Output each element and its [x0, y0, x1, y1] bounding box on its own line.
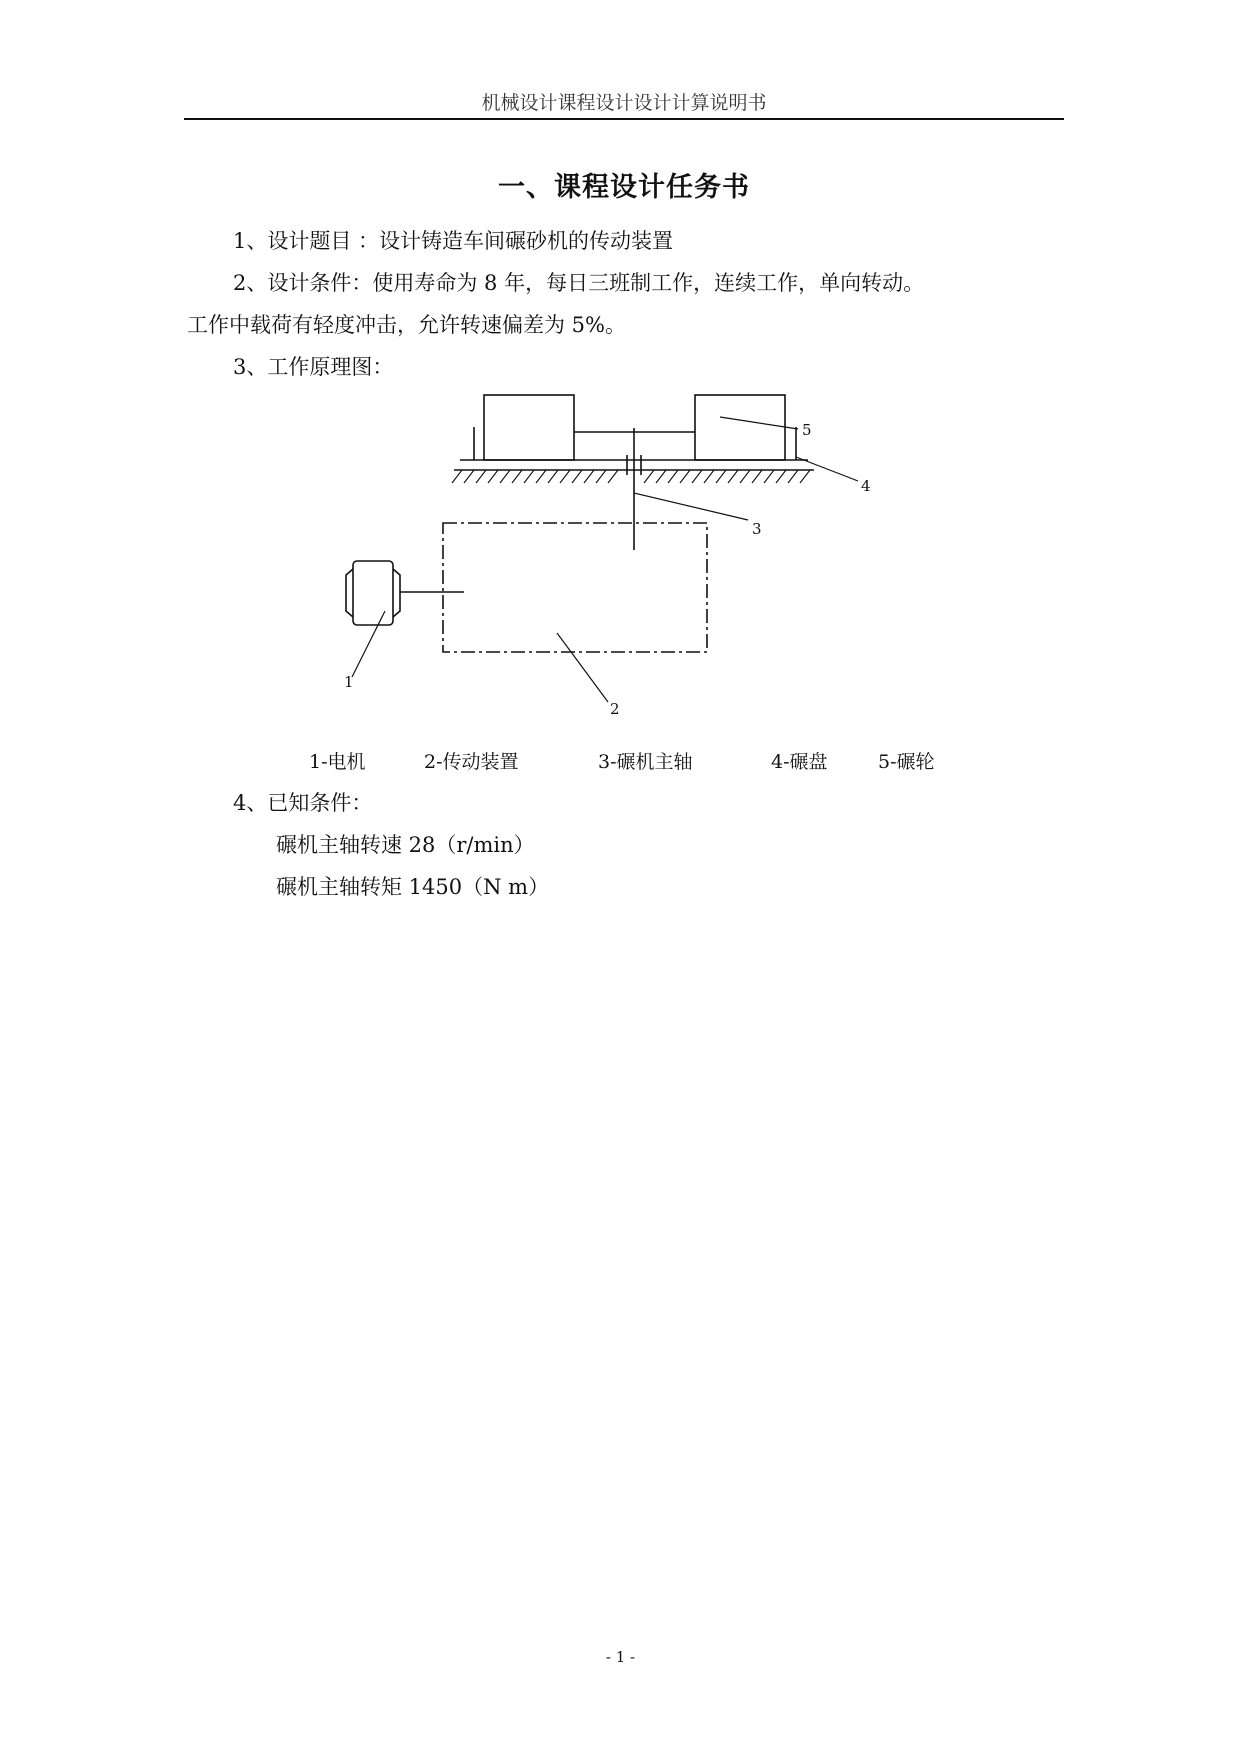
legend-transmission: 2-传动装置: [424, 751, 519, 773]
label-3: 3: [752, 520, 762, 538]
working-principle-diagram: [330, 385, 930, 720]
roller-5: [695, 395, 785, 460]
legend-pan: 4-碾盘: [771, 751, 828, 773]
legend-roller: 5-碾轮: [878, 751, 935, 773]
label-5: 5: [802, 421, 812, 439]
transmission-box-2: [443, 523, 707, 652]
leader-3: [634, 493, 748, 520]
ground-hatching: [452, 470, 810, 483]
known-speed: 碾机主轴转速 28（r/min）: [276, 833, 535, 857]
leader-2: [557, 633, 608, 702]
page-number: - 1 -: [605, 1648, 636, 1666]
known-conditions-heading: 4、已知条件：: [233, 791, 373, 815]
label-2: 2: [610, 700, 620, 718]
header-rule: [184, 118, 1064, 120]
item-diagram-heading: 3、工作原理图：: [233, 355, 394, 379]
left-roller: [484, 395, 574, 460]
label-4: 4: [861, 477, 871, 495]
leader-1: [352, 611, 385, 677]
legend-main-shaft: 3-碾机主轴: [598, 751, 693, 773]
section-title: 一、课程设计任务书: [498, 172, 750, 203]
known-torque: 碾机主轴转矩 1450（N m）: [276, 875, 550, 899]
label-1: 1: [344, 673, 354, 691]
leader-5: [720, 417, 798, 429]
item-design-topic: 1、设计题目 ：设计铸造车间碾砂机的传动装置: [233, 229, 674, 253]
leader-4: [796, 457, 858, 481]
item-design-conditions-cont: 工作中载荷有轻度冲击，允许转速偏差为 5%。: [187, 313, 626, 337]
motor-1: [346, 561, 464, 625]
legend-motor: 1-电机: [309, 751, 366, 773]
running-header: 机械设计课程设计设计计算说明书: [481, 92, 767, 114]
item-design-conditions: 2、设计条件：使用寿命为 8 年，每日三班制工作，连续工作，单向转动。: [233, 271, 925, 295]
